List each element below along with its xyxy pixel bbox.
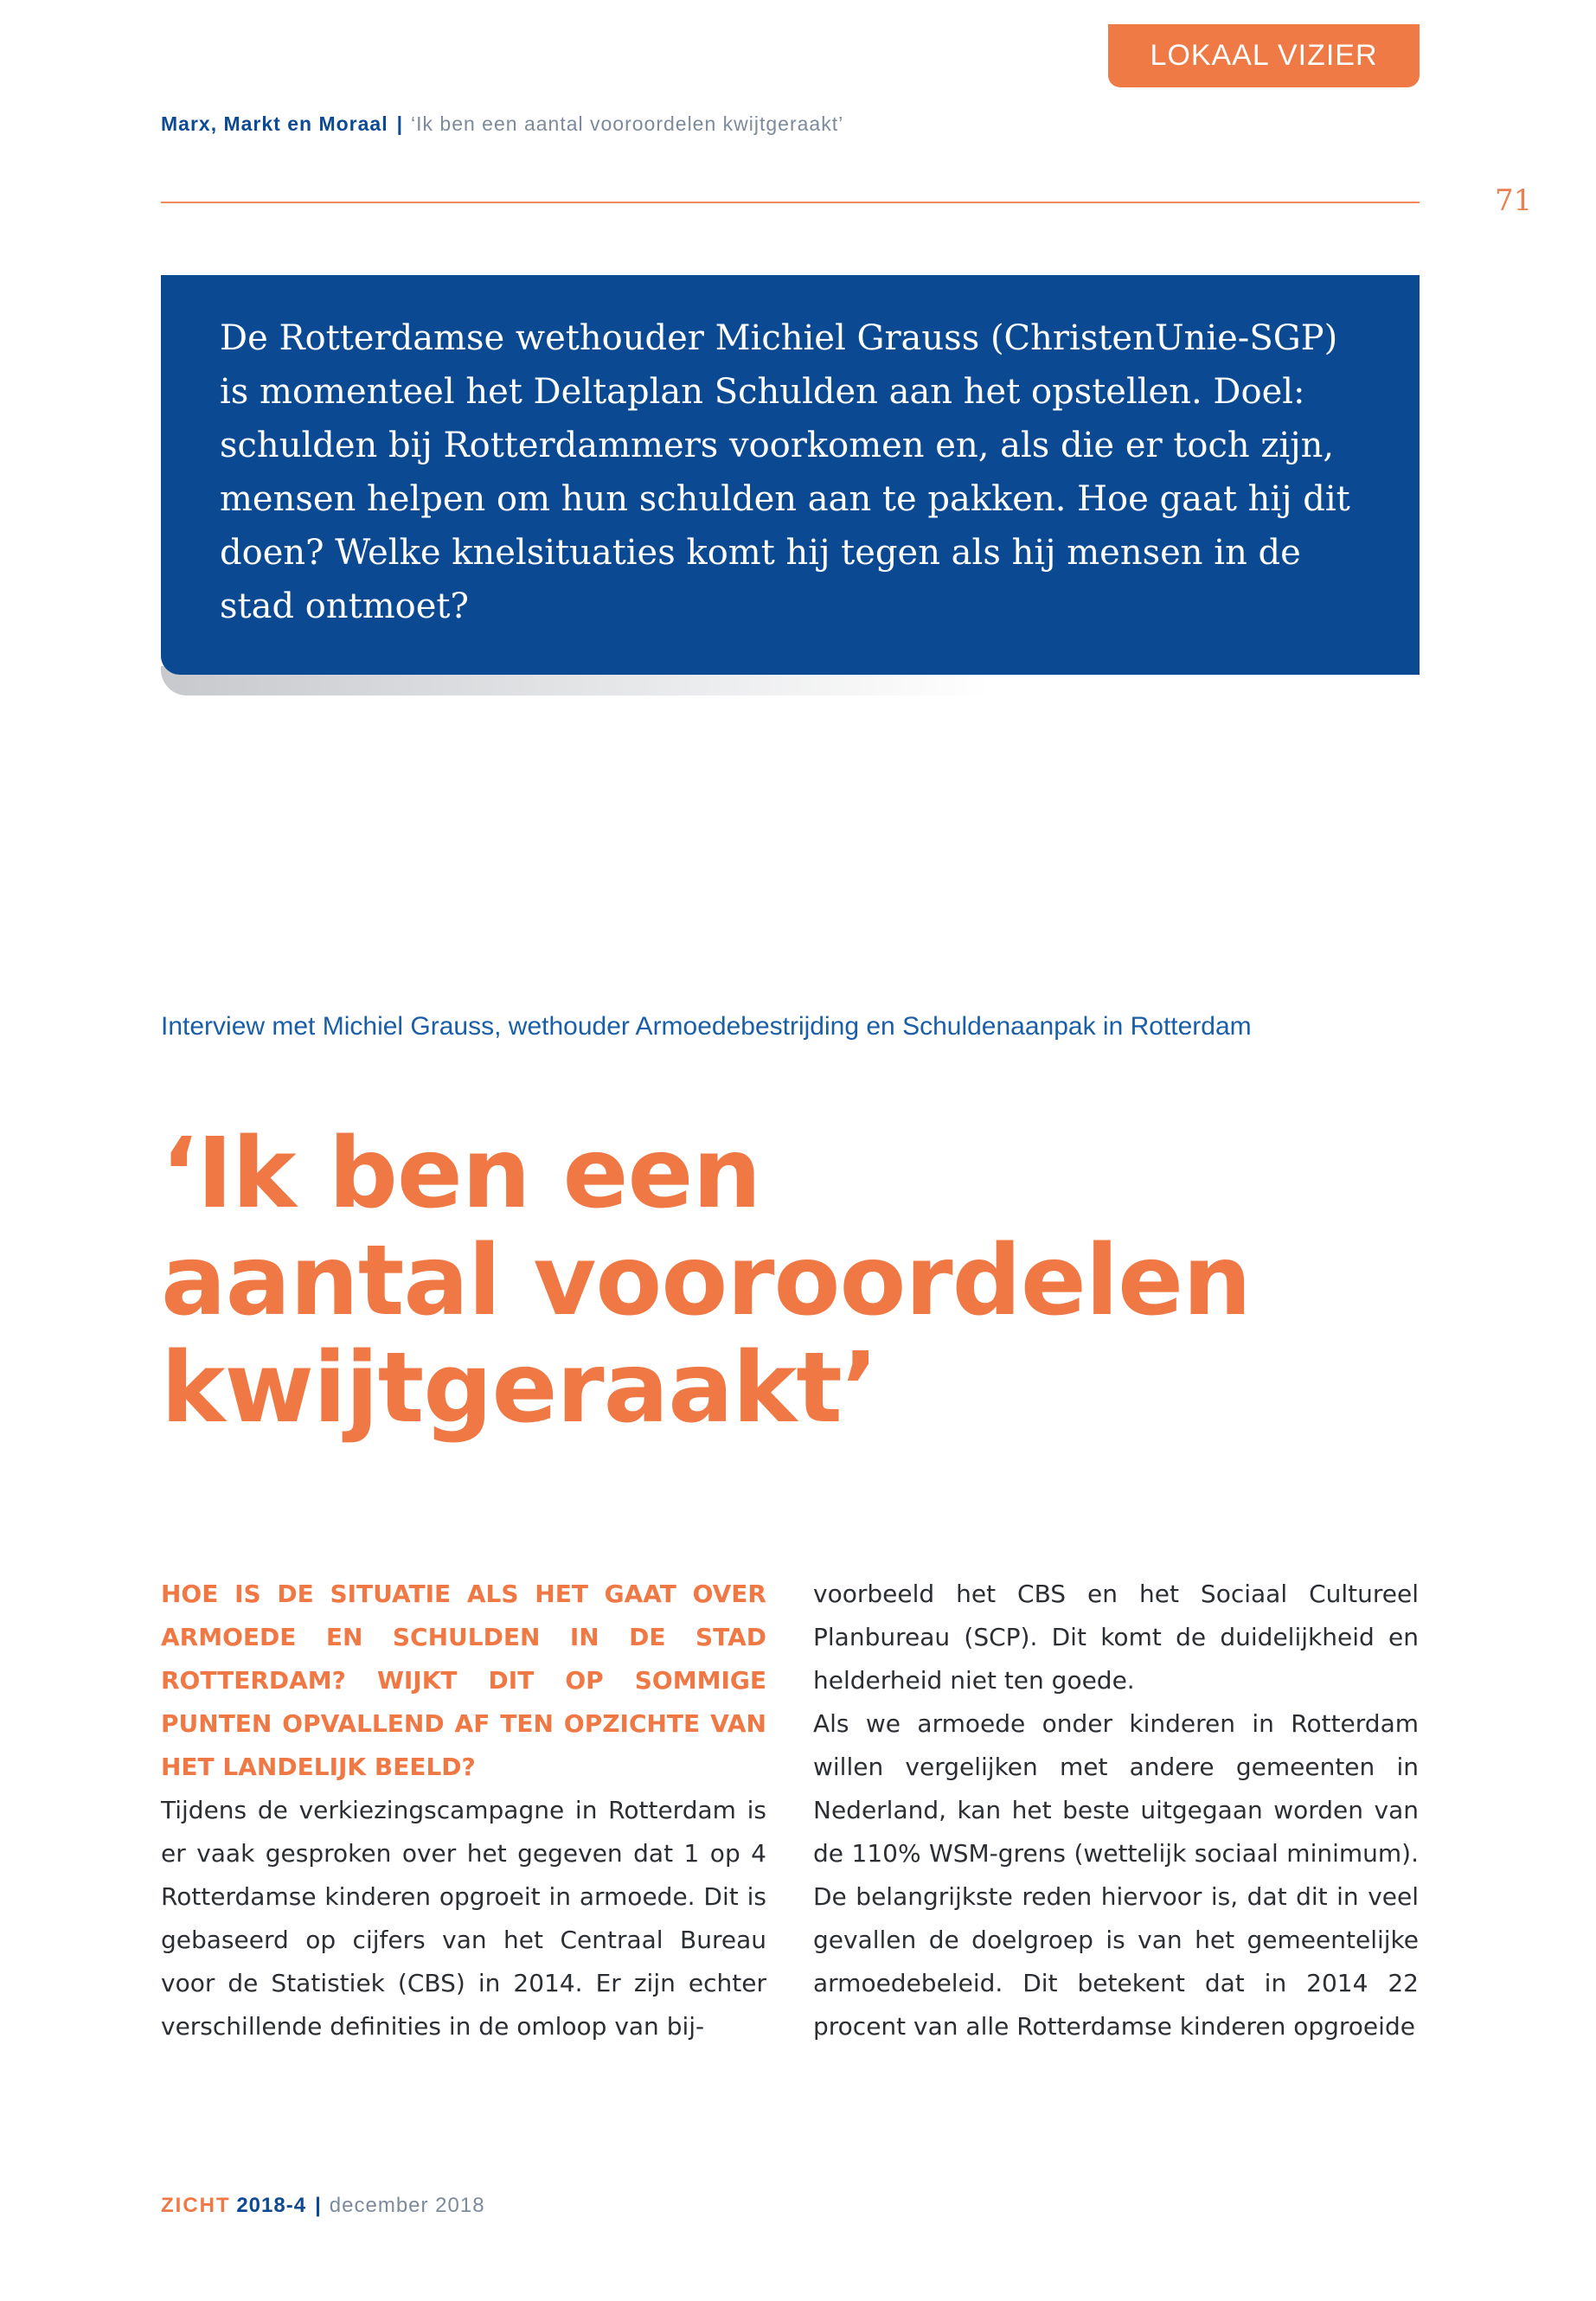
section-tab: LOKAAL VIZIER (1108, 24, 1420, 87)
interview-question: HOE IS DE SITUATIE ALS HET GAAT OVER ARMOEDE EN SCHULDEN IN DE STAD ROTTERDAM? WIJKT DIT OP SOMMIGE PUNTEN OPVALLEND AF TEN OPZICHTE VAN HET LANDELIJK BEELD? (161, 1580, 766, 1781)
body-paragraph: Als we armoede onder kinderen in Rotterdam willen vergelijken met andere gemeenten in Nederland, kan het beste uitgegaan worden van de 110% WSM-grens (wettelijk sociaal minimum). De belangrijkste reden hiervoor is, dat dit in veel gevallen de doelgroep is van het gemeentelijke armoedebeleid. Dit betekent dat in 2014 22 procent van alle Rotterdamse kinderen opgroeide (813, 1709, 1419, 2041)
headline-line-3: kwijtgeraakt’ (161, 1332, 878, 1445)
running-head-title: Marx, Markt en Moraal (161, 112, 388, 135)
footer-separator: | (315, 2194, 321, 2217)
header-rule (161, 202, 1420, 203)
body-column-right (813, 1573, 1419, 2048)
body-paragraph: voorbeeld het CBS en het Sociaal Cultureel Planbureau (SCP). Dit komt de duidelijkheid en helderheid niet ten goede. (813, 1580, 1419, 1695)
running-head (161, 112, 843, 136)
page-number: 71 (1495, 183, 1533, 218)
article-headline (161, 1118, 1251, 1445)
body-column-left (161, 1573, 766, 2048)
footer-date: december 2018 (329, 2194, 485, 2217)
footer-magazine: ZICHT (161, 2194, 231, 2217)
headline-line-1: ‘Ik ben een (161, 1118, 761, 1230)
interview-kicker: Interview met Michiel Grauss, wethouder Armoedebestrijding en Schuldenaanpak in Rotterdam (161, 1012, 1252, 1041)
body-paragraph: Tijdens de verkiezingscampagne in Rotterdam is er vaak gesproken over het gegeven dat 1 op 4 Rotterdamse kinderen opgroeit in armoede. Dit is gebaseerd op cijfers van het Centraal Bureau voor de Statistiek (CBS) in 2014. Er zijn echter verschillende definities in de omloop van bij- (161, 1796, 766, 2041)
running-head-separator: | (396, 112, 403, 135)
headline-line-2: aantal vooroordelen (161, 1225, 1251, 1337)
intro-text: De Rotterdamse wethouder Michiel Grauss (ChristenUnie-SGP) is momenteel het Deltaplan Schulden aan het opstellen. Doel: schulden bij Rotterdammers voorkomen en, als die er toch zijn, mensen helpen om hun schulden aan te pakken. Hoe gaat hij dit doen? Welke knelsituaties komt hij tegen als hij mensen in de stad ontmoet? (220, 318, 1350, 626)
footer-issue: 2018-4 (236, 2194, 307, 2217)
intro-box (161, 275, 1420, 675)
running-head-subtitle: ‘Ik ben een aantal vooroordelen kwijtgeraakt’ (411, 112, 844, 135)
page-footer (161, 2194, 485, 2218)
